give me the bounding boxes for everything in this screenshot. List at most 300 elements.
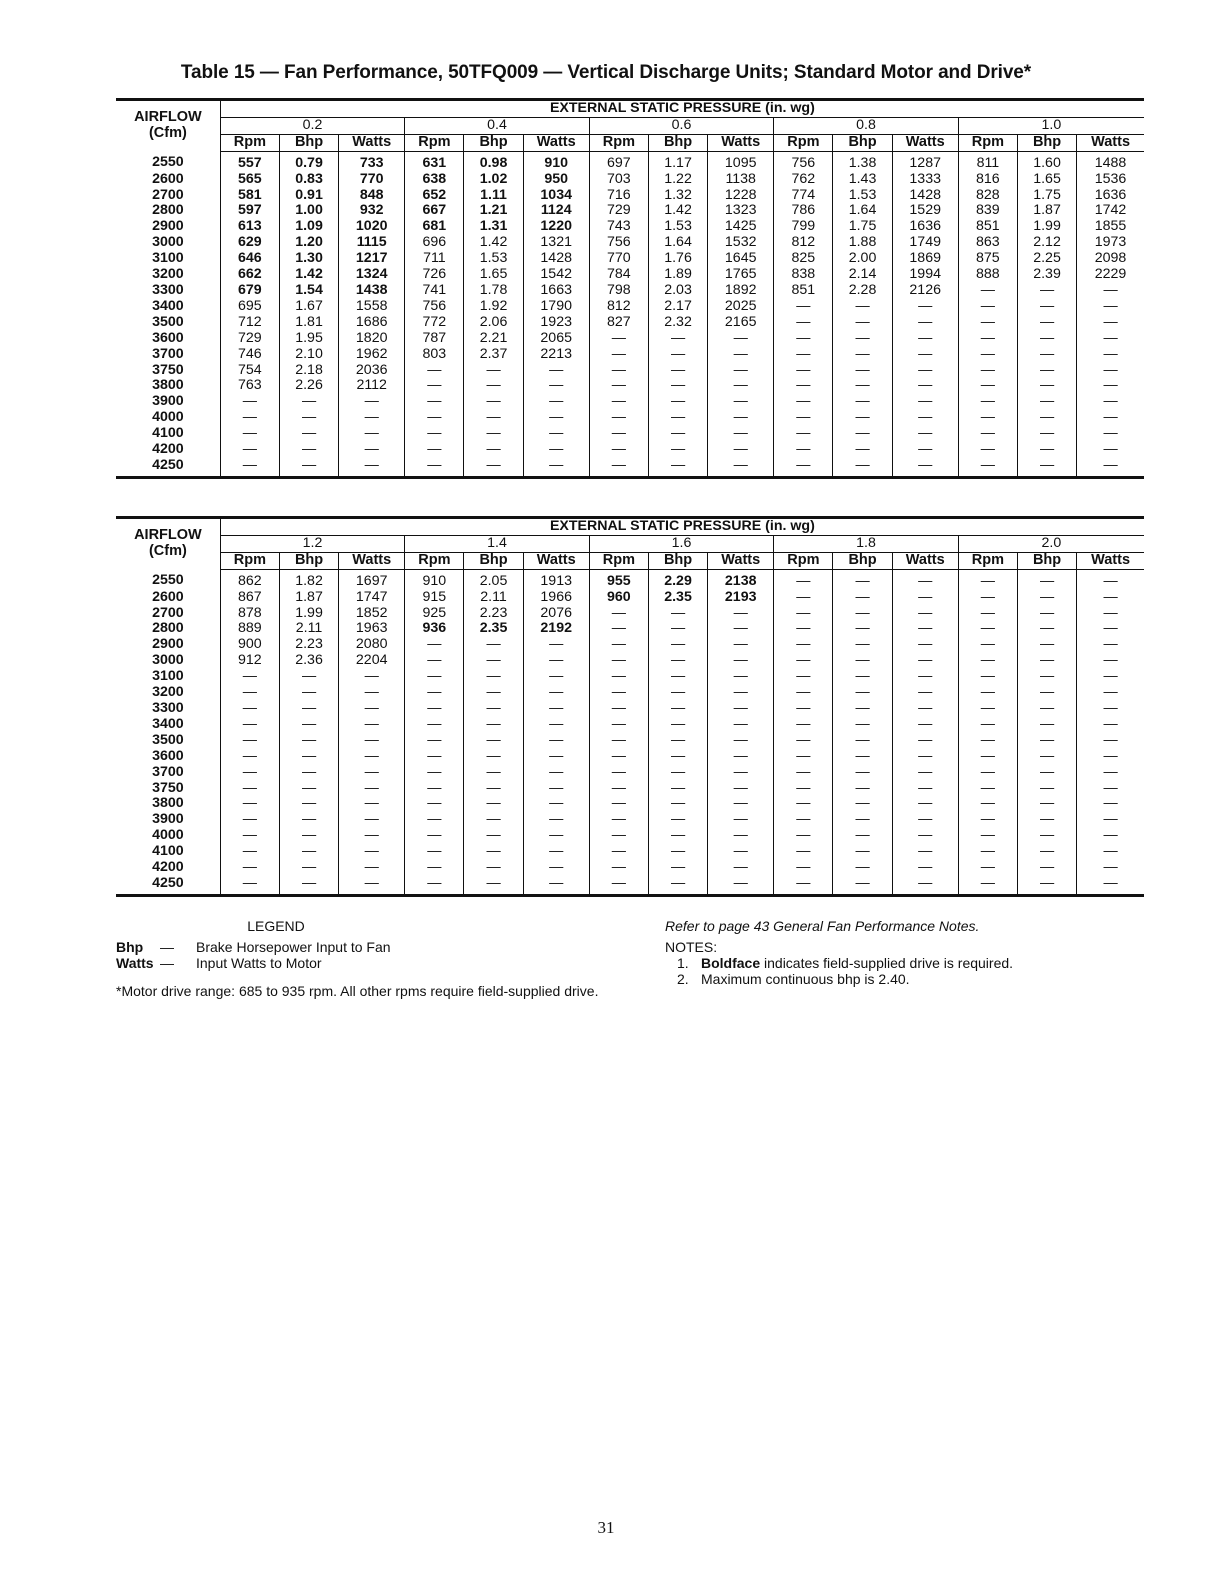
rpm-cell: — — [774, 299, 833, 315]
column-header-rpm: Rpm — [958, 552, 1017, 569]
watts-cell: 2065 — [523, 331, 589, 347]
pressure-header: 1.6 — [589, 535, 774, 552]
watts-cell: 910 — [523, 151, 589, 171]
rpm-cell: 827 — [589, 315, 648, 331]
watts-cell: 1428 — [892, 188, 958, 204]
watts-cell: 1636 — [892, 219, 958, 235]
bhp-cell: 2.36 — [279, 653, 338, 669]
rpm-cell: — — [774, 410, 833, 426]
bhp-cell: 1.76 — [648, 251, 707, 267]
rpm-cell: 681 — [405, 219, 464, 235]
column-header-bhp: Bhp — [648, 134, 707, 151]
rpm-cell: — — [958, 685, 1017, 701]
rpm-cell: — — [405, 685, 464, 701]
bhp-cell: — — [464, 765, 523, 781]
rpm-cell: — — [774, 796, 833, 812]
watts-cell: 1742 — [1077, 203, 1144, 219]
rpm-cell: — — [774, 315, 833, 331]
watts-cell: — — [523, 394, 589, 410]
bhp-cell: — — [464, 363, 523, 379]
table-row — [116, 299, 1144, 315]
bhp-cell: — — [279, 685, 338, 701]
bhp-cell: — — [464, 733, 523, 749]
rpm-cell: — — [774, 781, 833, 797]
rpm-cell: — — [958, 860, 1017, 876]
rpm-cell: — — [958, 844, 1017, 860]
rpm-cell: — — [405, 637, 464, 653]
rpm-cell: — — [589, 828, 648, 844]
watts-cell: 1749 — [892, 235, 958, 251]
airflow-header — [116, 100, 220, 152]
rpm-cell: 889 — [220, 621, 279, 637]
airflow-cell: 3750 — [152, 779, 184, 796]
rpm-cell: 787 — [405, 331, 464, 347]
column-header-rpm: Rpm — [774, 134, 833, 151]
bhp-cell: — — [833, 378, 892, 394]
watts-cell: — — [1077, 442, 1144, 458]
watts-cell: — — [339, 860, 405, 876]
bhp-cell: 1.42 — [279, 267, 338, 283]
table-row — [116, 781, 1144, 797]
bhp-cell: 1.53 — [833, 188, 892, 204]
bhp-cell: 2.17 — [648, 299, 707, 315]
rpm-cell: — — [589, 606, 648, 622]
rpm-cell: 875 — [958, 251, 1017, 267]
bhp-cell: — — [279, 828, 338, 844]
bhp-cell: 2.39 — [1017, 267, 1076, 283]
bhp-cell: 1.30 — [279, 251, 338, 267]
page-number: 31 — [597, 1518, 615, 1537]
watts-cell: — — [523, 378, 589, 394]
bhp-cell: 0.91 — [279, 188, 338, 204]
bhp-cell: 2.25 — [1017, 251, 1076, 267]
rpm-cell: — — [774, 669, 833, 685]
watts-cell: — — [523, 876, 589, 895]
note-item-1 — [665, 955, 1145, 971]
bhp-cell: — — [464, 701, 523, 717]
watts-cell: — — [339, 828, 405, 844]
rpm-cell: — — [958, 621, 1017, 637]
bhp-cell: — — [648, 765, 707, 781]
bhp-cell: — — [279, 733, 338, 749]
rpm-cell: — — [958, 331, 1017, 347]
watts-cell: — — [339, 442, 405, 458]
rpm-cell: 772 — [405, 315, 464, 331]
column-header-rpm: Rpm — [589, 134, 648, 151]
bhp-cell: — — [279, 765, 338, 781]
bhp-cell: 2.00 — [833, 251, 892, 267]
airflow-cell: 3300 — [152, 281, 184, 298]
bhp-cell: 2.03 — [648, 283, 707, 299]
watts-cell: — — [1077, 569, 1144, 589]
bhp-cell: — — [833, 717, 892, 733]
rpm-cell: — — [589, 637, 648, 653]
column-header-bhp: Bhp — [1017, 134, 1076, 151]
watts-cell: — — [339, 796, 405, 812]
rpm-cell: — — [589, 860, 648, 876]
fan-performance-table-high-pressure — [116, 516, 1144, 897]
rpm-cell: 811 — [958, 151, 1017, 171]
watts-cell: — — [1077, 621, 1144, 637]
airflow-cell: 2800 — [152, 620, 184, 637]
watts-cell: — — [708, 685, 774, 701]
rpm-cell: — — [958, 733, 1017, 749]
bhp-cell: — — [648, 749, 707, 765]
watts-cell: — — [708, 426, 774, 442]
rpm-cell: — — [958, 347, 1017, 363]
rpm-cell: — — [958, 812, 1017, 828]
airflow-cell: 4200 — [152, 859, 184, 876]
bhp-cell: — — [833, 331, 892, 347]
watts-cell: 1228 — [708, 188, 774, 204]
bhp-cell: — — [833, 299, 892, 315]
watts-cell: — — [892, 653, 958, 669]
rpm-cell: 581 — [220, 188, 279, 204]
airflow-cell: 3800 — [152, 795, 184, 812]
bhp-cell: — — [833, 796, 892, 812]
watts-cell: 1820 — [339, 331, 405, 347]
watts-cell: 1217 — [339, 251, 405, 267]
legend-abbr: Bhp — [116, 939, 144, 955]
bhp-cell: — — [279, 781, 338, 797]
airflow-cell: 3100 — [152, 668, 184, 685]
rpm-cell: — — [220, 781, 279, 797]
rpm-cell: 638 — [405, 172, 464, 188]
watts-cell: 733 — [339, 151, 405, 171]
bhp-cell: — — [464, 653, 523, 669]
rpm-cell: — — [958, 410, 1017, 426]
rpm-cell: 816 — [958, 172, 1017, 188]
watts-cell: 1034 — [523, 188, 589, 204]
column-header-watts: Watts — [708, 134, 774, 151]
rpm-cell: — — [589, 844, 648, 860]
rpm-cell: 696 — [405, 235, 464, 251]
watts-cell: — — [1077, 812, 1144, 828]
table-row — [116, 267, 1144, 283]
bhp-cell: — — [279, 701, 338, 717]
rpm-cell: — — [589, 442, 648, 458]
pressure-header: 1.0 — [958, 117, 1144, 134]
bhp-cell: — — [648, 606, 707, 622]
bhp-cell: 1.53 — [648, 219, 707, 235]
bhp-cell: 2.05 — [464, 569, 523, 589]
external-static-pressure-header: EXTERNAL STATIC PRESSURE (in. wg) — [220, 518, 1144, 536]
bhp-cell: 1.20 — [279, 235, 338, 251]
watts-cell: — — [708, 458, 774, 477]
watts-cell: — — [892, 844, 958, 860]
bhp-cell: — — [464, 796, 523, 812]
rpm-cell: — — [958, 606, 1017, 622]
bhp-cell: — — [648, 812, 707, 828]
bhp-cell: — — [833, 410, 892, 426]
airflow-cell: 2550 — [152, 572, 184, 589]
legend-abbr: Watts — [116, 955, 154, 971]
column-header-rpm: Rpm — [220, 552, 279, 569]
watts-cell: — — [892, 669, 958, 685]
watts-cell: — — [708, 796, 774, 812]
watts-cell: — — [523, 653, 589, 669]
bhp-cell: 2.23 — [279, 637, 338, 653]
airflow-cell: 3700 — [152, 763, 184, 780]
bhp-cell: — — [1017, 410, 1076, 426]
rpm-cell: 711 — [405, 251, 464, 267]
bhp-cell: — — [464, 876, 523, 895]
rpm-cell: 743 — [589, 219, 648, 235]
rpm-cell: — — [589, 781, 648, 797]
bhp-cell: — — [648, 637, 707, 653]
bhp-cell: — — [464, 860, 523, 876]
airflow-cell: 3900 — [152, 393, 184, 410]
watts-cell: — — [523, 426, 589, 442]
rpm-cell: — — [405, 701, 464, 717]
watts-cell: 2229 — [1077, 267, 1144, 283]
bhp-cell: — — [464, 458, 523, 477]
watts-cell: — — [523, 458, 589, 477]
bhp-cell: — — [833, 812, 892, 828]
rpm-cell: — — [958, 828, 1017, 844]
watts-cell: — — [1077, 606, 1144, 622]
bhp-cell: — — [464, 717, 523, 733]
legend-item-bhp — [116, 939, 606, 955]
note-body: indicates field-supplied drive is required. — [760, 955, 1014, 971]
bhp-cell: — — [833, 685, 892, 701]
watts-cell: — — [523, 363, 589, 379]
rpm-cell: 900 — [220, 637, 279, 653]
watts-cell: — — [1077, 347, 1144, 363]
airflow-cell: 2600 — [152, 170, 184, 187]
watts-cell: — — [708, 669, 774, 685]
rpm-cell: — — [405, 860, 464, 876]
rpm-cell: — — [774, 828, 833, 844]
bhp-cell: — — [648, 796, 707, 812]
bhp-cell: — — [1017, 749, 1076, 765]
watts-cell: 2080 — [339, 637, 405, 653]
watts-cell: — — [708, 701, 774, 717]
rpm-cell: 925 — [405, 606, 464, 622]
watts-cell: — — [339, 669, 405, 685]
table-row — [116, 151, 1144, 171]
bhp-cell: 2.12 — [1017, 235, 1076, 251]
bhp-cell: 1.81 — [279, 315, 338, 331]
table-row — [116, 569, 1144, 589]
watts-cell: 848 — [339, 188, 405, 204]
rpm-cell: 838 — [774, 267, 833, 283]
bhp-cell: — — [464, 669, 523, 685]
rpm-cell: — — [220, 394, 279, 410]
watts-cell: — — [892, 828, 958, 844]
table-row — [116, 331, 1144, 347]
bhp-cell: — — [1017, 733, 1076, 749]
rpm-cell: — — [958, 394, 1017, 410]
watts-cell: 1765 — [708, 267, 774, 283]
bhp-cell: — — [1017, 458, 1076, 477]
watts-cell: 2138 — [708, 569, 774, 589]
rpm-cell: — — [774, 701, 833, 717]
bhp-cell: — — [279, 394, 338, 410]
watts-cell: — — [1077, 590, 1144, 606]
watts-cell: — — [1077, 701, 1144, 717]
watts-cell: 2204 — [339, 653, 405, 669]
watts-cell: 2193 — [708, 590, 774, 606]
bhp-cell: — — [648, 442, 707, 458]
bhp-cell: 1.64 — [833, 203, 892, 219]
bhp-cell: 1.67 — [279, 299, 338, 315]
bhp-cell: — — [833, 621, 892, 637]
rpm-cell: 828 — [958, 188, 1017, 204]
bhp-cell: — — [833, 590, 892, 606]
rpm-cell: 726 — [405, 267, 464, 283]
watts-cell: — — [1077, 653, 1144, 669]
bhp-cell: — — [1017, 765, 1076, 781]
bhp-cell: 1.31 — [464, 219, 523, 235]
note-item-2 — [665, 971, 1145, 987]
watts-cell: — — [708, 860, 774, 876]
airflow-cell: 2600 — [152, 588, 184, 605]
table-title: Table 15 — Fan Performance, 50TFQ009 — Vertical Discharge Units; Standard Motor and Drive* — [180, 62, 1032, 83]
watts-cell: — — [1077, 685, 1144, 701]
bhp-cell: 1.00 — [279, 203, 338, 219]
airflow-cell: 2700 — [152, 186, 184, 203]
rpm-cell: — — [958, 442, 1017, 458]
rpm-cell: — — [405, 410, 464, 426]
bhp-cell: — — [1017, 621, 1076, 637]
bhp-cell: — — [464, 378, 523, 394]
rpm-cell: 955 — [589, 569, 648, 589]
rpm-cell: 662 — [220, 267, 279, 283]
rpm-cell: — — [589, 701, 648, 717]
airflow-cell: 2900 — [152, 636, 184, 653]
watts-cell: — — [523, 844, 589, 860]
table-row — [116, 876, 1144, 895]
airflow-header-unit: (Cfm) — [148, 543, 187, 560]
rpm-cell: — — [589, 394, 648, 410]
airflow-header-line: AIRFLOW — [134, 109, 202, 126]
note-number: 2. — [677, 971, 689, 987]
rpm-cell: — — [774, 606, 833, 622]
table-row — [116, 315, 1144, 331]
watts-cell: — — [892, 299, 958, 315]
table-row — [116, 426, 1144, 442]
external-static-pressure-header: EXTERNAL STATIC PRESSURE (in. wg) — [220, 100, 1144, 118]
table-row — [116, 394, 1144, 410]
watts-cell: 1645 — [708, 251, 774, 267]
watts-cell: — — [1077, 299, 1144, 315]
bhp-cell: 2.18 — [279, 363, 338, 379]
airflow-cell: 3600 — [152, 747, 184, 764]
airflow-cell: 4250 — [116, 876, 220, 895]
rpm-cell: — — [774, 331, 833, 347]
watts-cell: 2112 — [339, 378, 405, 394]
airflow-cell: 3800 — [152, 377, 184, 394]
rpm-cell: 695 — [220, 299, 279, 315]
bhp-cell: — — [1017, 347, 1076, 363]
bhp-cell: — — [648, 378, 707, 394]
watts-cell: — — [339, 749, 405, 765]
watts-cell: 1923 — [523, 315, 589, 331]
legend-title: LEGEND — [247, 918, 305, 934]
airflow-cell: 3900 — [152, 811, 184, 828]
table-row — [116, 203, 1144, 219]
rpm-cell: — — [589, 717, 648, 733]
watts-cell: — — [523, 701, 589, 717]
airflow-cell: 3400 — [152, 715, 184, 732]
rpm-cell: — — [774, 844, 833, 860]
bhp-cell: — — [279, 844, 338, 860]
column-header-bhp: Bhp — [1017, 552, 1076, 569]
legend — [116, 918, 606, 999]
watts-cell: — — [523, 860, 589, 876]
rpm-cell: 613 — [220, 219, 279, 235]
bhp-cell: — — [464, 442, 523, 458]
watts-cell: — — [523, 733, 589, 749]
rpm-cell: — — [589, 426, 648, 442]
watts-cell: — — [708, 781, 774, 797]
bhp-cell: 2.35 — [464, 621, 523, 637]
watts-cell: 1321 — [523, 235, 589, 251]
bhp-cell: — — [833, 363, 892, 379]
bhp-cell: — — [464, 812, 523, 828]
watts-cell: 1536 — [1077, 172, 1144, 188]
watts-cell: — — [708, 828, 774, 844]
rpm-cell: 754 — [220, 363, 279, 379]
watts-cell: — — [708, 378, 774, 394]
bhp-cell: 1.22 — [648, 172, 707, 188]
table-row — [116, 188, 1144, 204]
rpm-cell: 888 — [958, 267, 1017, 283]
bhp-cell: — — [833, 637, 892, 653]
bhp-cell: — — [464, 749, 523, 765]
rpm-cell: — — [774, 733, 833, 749]
airflow-header — [116, 518, 220, 570]
column-header-bhp: Bhp — [464, 552, 523, 569]
watts-cell: — — [339, 394, 405, 410]
bhp-cell: 1.65 — [464, 267, 523, 283]
watts-cell: — — [1077, 844, 1144, 860]
rpm-cell: — — [589, 876, 648, 895]
watts-cell: — — [1077, 828, 1144, 844]
table-row — [116, 363, 1144, 379]
notes — [665, 918, 1145, 987]
watts-cell: — — [1077, 426, 1144, 442]
watts-cell: 1425 — [708, 219, 774, 235]
watts-cell: 1966 — [523, 590, 589, 606]
bhp-cell: 2.21 — [464, 331, 523, 347]
bhp-cell: 2.06 — [464, 315, 523, 331]
bhp-cell: — — [833, 701, 892, 717]
bhp-cell: — — [648, 426, 707, 442]
column-header-watts: Watts — [1077, 552, 1144, 569]
bhp-cell: 1.92 — [464, 299, 523, 315]
table-row — [116, 410, 1144, 426]
table-row — [116, 251, 1144, 267]
bhp-cell: — — [1017, 796, 1076, 812]
rpm-cell: — — [405, 669, 464, 685]
watts-cell: — — [892, 606, 958, 622]
bhp-cell: — — [833, 426, 892, 442]
pressure-header: 1.2 — [220, 535, 405, 552]
rpm-cell: — — [589, 796, 648, 812]
table-row — [116, 378, 1144, 394]
bhp-cell: — — [1017, 394, 1076, 410]
bhp-cell: — — [833, 844, 892, 860]
note-text — [701, 971, 910, 987]
bhp-cell: — — [1017, 315, 1076, 331]
rpm-cell: — — [405, 653, 464, 669]
rpm-cell: 851 — [958, 219, 1017, 235]
rpm-cell: — — [405, 828, 464, 844]
watts-cell: — — [523, 749, 589, 765]
watts-cell: — — [708, 717, 774, 733]
